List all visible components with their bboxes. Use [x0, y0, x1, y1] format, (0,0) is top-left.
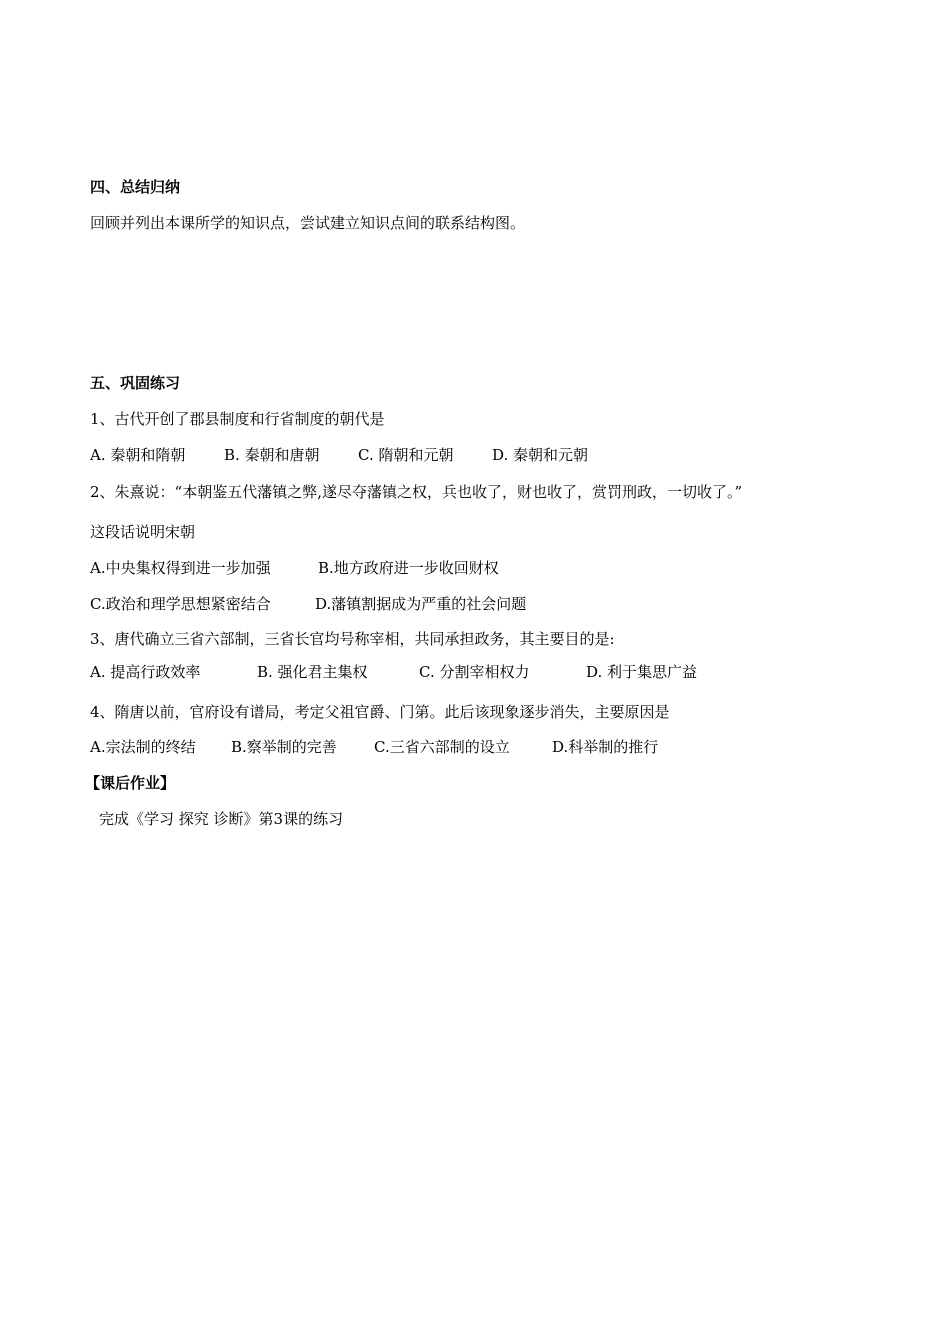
q3-stem: 3、唐代确立三省六部制，三省长官均号称宰相，共同承担政务，其主要目的是: — [90, 630, 615, 648]
q2-stem: 2、朱熹说：“本朝鉴五代藩镇之弊,遂尽夺藩镇之权，兵也收了，财也收了，赏罚刑政，一切收了。” — [90, 483, 743, 501]
q4-option-b: B.察举制的完善 — [231, 738, 337, 756]
q1-option-a: A. 秦朝和隋朝 — [90, 446, 186, 464]
q2-option-c: C.政治和理学思想紧密结合 — [90, 595, 271, 613]
q3-option-b: B. 强化君主集权 — [257, 663, 368, 681]
q4-options — [90, 737, 658, 757]
q2-options-row1 — [90, 558, 499, 578]
q1-option-b: B. 秦朝和唐朝 — [224, 446, 320, 464]
homework-heading: 【课后作业】 — [85, 774, 176, 792]
q2-options-row2 — [90, 594, 526, 614]
q4-option-d: D.科举制的推行 — [552, 738, 659, 756]
q4-option-a: A.宗法制的终结 — [90, 738, 196, 756]
q4-option-c: C.三省六部制的设立 — [374, 738, 510, 756]
q3-option-a: A. 提高行政效率 — [90, 663, 201, 681]
section4-heading: 四、总结归纳 — [90, 178, 181, 196]
q4-stem: 4、隋唐以前，官府设有谱局，考定父祖官爵、门第。此后该现象逐步消失，主要原因是 — [90, 703, 670, 721]
q2-stem-cont: 这段话说明宋朝 — [90, 523, 196, 541]
q3-option-d: D. 利于集思广益 — [586, 663, 698, 681]
q1-options — [90, 445, 588, 465]
homework-text: 完成《学习 探究 诊断》第3课的练习 — [99, 810, 344, 828]
q2-option-b: B.地方政府进一步收回财权 — [318, 559, 499, 577]
q1-stem: 1、古代开创了郡县制度和行省制度的朝代是 — [90, 410, 385, 428]
q3-option-c: C. 分割宰相权力 — [419, 663, 530, 681]
q1-option-d: D. 秦朝和元朝 — [492, 446, 589, 464]
q2-option-d: D.藩镇割据成为严重的社会问题 — [315, 595, 527, 613]
section4-text: 回顾并列出本课所学的知识点，尝试建立知识点间的联系结构图。 — [90, 214, 526, 232]
q1-option-c: C. 隋朝和元朝 — [358, 446, 454, 464]
q3-options — [90, 662, 697, 682]
q2-option-a: A.中央集权得到进一步加强 — [90, 559, 271, 577]
section5-heading: 五、巩固练习 — [90, 374, 181, 392]
